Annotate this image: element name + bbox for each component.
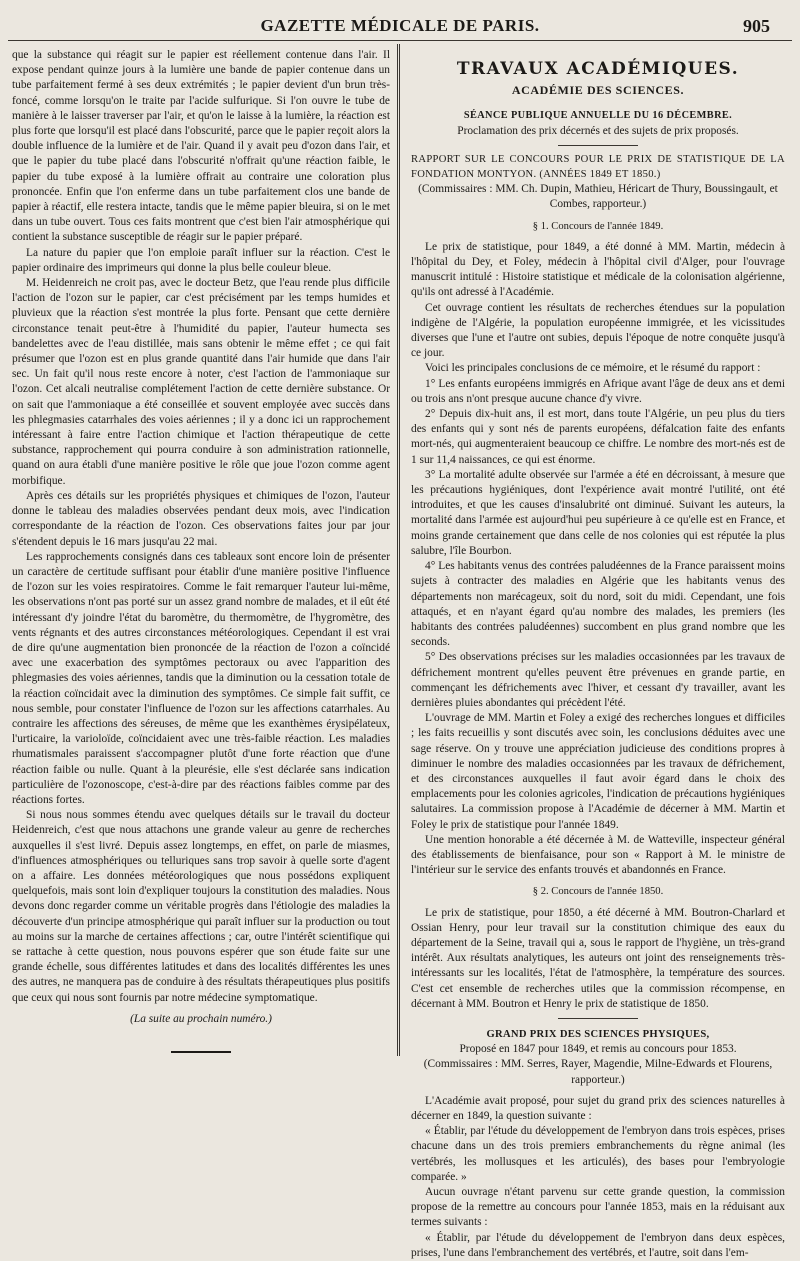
column-divider bbox=[397, 44, 400, 1056]
grand-prix-title: GRAND PRIX DES SCIENCES PHYSIQUES, bbox=[486, 1028, 710, 1040]
paragraph: Voici les principales conclusions de ce mémoire, et le résumé du rapport : bbox=[425, 362, 761, 375]
rapport-title: RAPPORT SUR LE CONCOURS POUR LE PRIX DE STATISTIQUE DE LA FONDATION MONTYON. (ANNÉES 1849 ET 1850.) bbox=[411, 153, 785, 181]
section-title: § 1. Concours de l'année 1849. bbox=[532, 220, 664, 232]
commissaires: (Commissaires : MM. Serres, Rayer, Magendie, Milne-Edwards et Flourens, rapporteur.) bbox=[423, 1058, 773, 1086]
paragraph: 2° Depuis dix-huit ans, il est mort, dans toute l'Algérie, un peu plus du tiers des enfants qui y sont nés de parents européens, défalcation faite des enfants mort-nés, qui augmenteraient beaucoup ce chiffre. Le nombre des mort-nés est de 1 sur 11,4 naissances, ce qui est énorme. bbox=[411, 408, 785, 466]
paragraph: Le prix de statistique, pour 1850, a été décerné à MM. Boutron-Charlard et Ossian Henry, pour leur travail sur la constitution chimique des eaux du département de la Seine, travail qui a, sous le rapport de l'hygiène, un très-grand intérêt. Aux résultats analytiques, les auteurs ont joint des renseignements très-intéressants sur les localités, l'état de l'atmosphère, la température des sources. C'est cet ensemble de recherches utiles que la commission récompense, en décernant à MM. Boutron et Henry le prix de statistique de 1850. bbox=[411, 906, 785, 1010]
end-rule bbox=[171, 1051, 231, 1053]
page-number: 905 bbox=[743, 16, 770, 36]
section-title: § 2. Concours de l'année 1850. bbox=[532, 886, 664, 898]
paragraph: Le prix de statistique, pour 1849, a été donné à MM. Martin, médecin à l'hôpital du Dey, et Foley, médecin à l'hôpital civil d'Alger, pour l'ouvrage manuscrit intitulé : Histoire statistique et médicale de la colonisation algérienne, qu'ils ont adressé à l'Académie. bbox=[411, 240, 785, 299]
commissaires: (Commissaires : MM. Ch. Dupin, Mathieu, Héricart de Thury, Boussingault, et Combes, rapporteur.) bbox=[418, 183, 778, 211]
paragraph: 4° Les habitants venus des contrées paludéennes de la France paraissent moins sujets à contracter des maladies en Algérie que les habitants venus des départements non marécageux, soit du nord, soit du midi. Cependant, une fois attaqués, et en n'ayant égard qu'au nombre des malades, les premiers (les habitants des contrées paludéennes) succombent en plus grand nombre que les seconds. bbox=[411, 560, 785, 649]
paragraph: 1° Les enfants européens immigrés en Afrique avant l'âge de deux ans et demi ou trois ans n'ont presque aucune chance d'y vivre. bbox=[411, 377, 785, 405]
grand-prix-subtitle: Proposé en 1847 pour 1849, et remis au concours pour 1853. bbox=[459, 1043, 737, 1056]
paragraph: La nature du papier que l'on emploie paraît influer sur la réaction. C'est le papier ordinaire des imprimeurs qui donne la plus belle couleur bleue. bbox=[12, 246, 390, 274]
section-subheading: ACADÉMIE DES SCIENCES. bbox=[511, 83, 685, 98]
small-rule bbox=[558, 145, 638, 146]
right-column bbox=[411, 48, 785, 1259]
paragraph: 3° La mortalité adulte observée sur l'armée a été en décroissant, à mesure que les précautions hygiéniques, dont l'expérience avait montré l'utilité, ont été introduites, et que les causes d'insalubrité ont diminué. Suivant les auteurs, la mortalité dans l'armée est aujourd'hui peu supérieure à ce qu'elle est en France, et moins grande certainement que dans celle de nos colonies qui est réputée la plus salubre, l'île Bourbon. bbox=[411, 468, 785, 557]
header-rule bbox=[8, 40, 792, 41]
proclamation: Proclamation des prix décernés et des sujets de prix proposés. bbox=[457, 124, 739, 137]
left-column bbox=[12, 48, 390, 1060]
journal-title: GAZETTE MÉDICALE DE PARIS. bbox=[260, 16, 540, 35]
paragraph: L'ouvrage de MM. Martin et Foley a exigé des recherches longues et difficiles ; les faits recueillis y sont discutés avec soin, les conclusions déduites avec une sage réserve. On y trouve une appréciation judicieuse des conditions propres à diminuer le nombre des maladies occasionnées par les travaux de défrichement, et des circonstances auxquelles il faut avoir égard dans le choix des emplacements pour les colonies agricoles, l'indication de précautions hygiéniques salutaires. La commission propose à l'Académie de décerner à MM. Martin et Foley le prix de statistique pour l'année 1849. bbox=[411, 712, 785, 831]
paragraph: Les rapprochements consignés dans ces tableaux sont encore loin de présenter un caractère de certitude suffisant pour établir d'une manière positive l'influence de l'ozon sur les voies respiratoires. Comme le fait remarquer l'auteur lui-même, les observations n'ont pas porté sur un assez grand nombre de malades, et il eût été intéressant d'y joindre l'état du baromètre, du thermomètre, de l'hygromètre, des vents régnants et des autres circonstances météorologiques. Cependant il est vrai de dire qu'une augmentation bien prononcée de la réaction de l'ozon a coïncidé avec une exacerbation des symptômes pectoraux ou avec l'apparition des phlegmasies des voies aériennes, tandis que la diminution ou la cessation totale de la réaction coïncidait avec la diminution des symptômes. Ce simple fait suffit, ce nous semble, pour constater l'influence de l'ozon sur les affections catarrhales. Au contraire les affections des séreuses, de même que les exanthèmes érysipélateux, l'urticaire, la varioloïde, coïncidaient avec une très-faible réaction. Les maladies rhumatismales paraissent s'accompagner plutôt d'une forte réaction que d'une réaction faible ou nulle. Quant à la pleurésie, elle s'est déclarée sans indication particulière de l'ozonoscope, c'est-à-dire par des réactions faibles comme par des réactions fortes. bbox=[12, 550, 390, 806]
seance-title: SÉANCE PUBLIQUE ANNUELLE DU 16 DÉCEMBRE. bbox=[463, 110, 733, 122]
paragraph: « Établir, par l'étude du développement de l'embryon dans trois espèces, prises chacune dans un des trois premiers embranchements du règne animal (les vertébrés, les mollusques et les articulés), des bases pour l'embryologie comparée. » bbox=[411, 1125, 785, 1183]
paragraph: Si nous nous sommes étendu avec quelques détails sur le travail du docteur Heidenreich, c'est que nous attachons une grande valeur au genre de recherches auxquelles il s'est livré. Depuis assez longtemps, en effet, on parle de miasmes, d'influences atmosphériques ou telluriques sans trop savoir à quelle sorte d'agent on a affaire. Les données météorologiques que nous possédons expliquent quelquefois, mais sont loin d'expliquer toujours la constitution des maladies. Nous devons donc regarder comme un véritable progrès dans l'étiologie des maladies la découverte d'un principe atmosphérique qui paraît influer sur la production ou tout au moins sur la marche de certaines affections ; car, outre l'intérêt scientifique qui se rattache à cette question, nous pouvons espérer que son étude faite sur une grande échelle, sous différentes latitudes et dans des localités différentes les unes des autres, ne manquera pas de conduire à des résultats thérapeutiques plus positifs que ceux qui nous sont fournis par notre médecine symptomatique. bbox=[12, 809, 390, 1004]
paragraph: « Établir, par l'étude du développement de l'embryon dans deux espèces, prises, l'une dans l'embranchement des vertébrés, et l'autre, soit dans l'em- bbox=[411, 1231, 785, 1259]
small-rule bbox=[558, 1018, 638, 1019]
paragraph: que la substance qui réagit sur le papier est réellement contenue dans l'air. Il expose pendant quinze jours à la lumière une bande de papier contenue dans un tube parfaitement fermé à ses deux extrémités ; le papier devient d'un brun très-foncé, comme lorsqu'on le traite par l'acide sulfurique. Si l'on ouvre le tube de manière à le laisser traverser par l'air, et qu'on le laisse à la lumière, la réaction est plus forte que lorsqu'il est placé dans l'obscurité, parce que le papier reçoit alors la double influence de la lumière et de l'air. Quand il y avait peu d'ozon dans l'air, et que le papier du tube placé dans l'obscurité n'offrait qu'une réaction faible, le papier du tube exposé à la lumière offrait au contraire une coloration plus prononcée. Enfin que l'on enferme dans un tube parfaitement clos une bande de papier à réactif, elle restera intacte, tandis que le même papier bleuira, si on le met dans un tube ouvert. Tous ces faits montrent que c'est bien l'air atmosphérique qui contient la substance susceptible de réagir sur le papier préparé. bbox=[12, 49, 390, 244]
paragraph: 5° Des observations précises sur les maladies occasionnées par les travaux de défrichement montrent qu'elles peuvent être prévenues en grande partie, en commençant les défrichements avec l'hiver, et cessant d'y travailler, avant les dernières pluies abondantes qui précèdent l'été. bbox=[411, 651, 785, 709]
section-heading: TRAVAUX ACADÉMIQUES. bbox=[456, 59, 740, 79]
paragraph: Après ces détails sur les propriétés physiques et chimiques de l'ozon, l'auteur donne le tableau des maladies observées pendant deux mois, avec l'indication correspondante de la réaction de l'ozon. Ces observations faites jour par jour s'étendent depuis le 16 mars jusqu'au 22 mai. bbox=[12, 489, 390, 548]
paragraph: Cet ouvrage contient les résultats de recherches étendues sur la population indigène de l'Algérie, la population européenne immigrée, et les vicissitudes diverses que l'une et l'autre ont subies, depuis l'époque de notre conquête jusqu'à ce jour. bbox=[411, 301, 785, 360]
paragraph: Aucun ouvrage n'étant parvenu sur cette grande question, la commission propose de la remettre au concours pour l'année 1853, mais en la réduisant aux termes suivants : bbox=[411, 1186, 785, 1229]
paragraph: L'Académie avait proposé, pour sujet du grand prix des sciences naturelles à décerner en 1849, la question suivante : bbox=[411, 1094, 785, 1122]
paragraph: M. Heidenreich ne croit pas, avec le docteur Betz, que l'eau rende plus difficile l'action de l'ozon sur le papier, car c'est précisément par les temps humides et pluvieux que la réaction s'est montrée la plus forte. Pensant que cette dernière circonstance tenait peut-être à l'humidité du papier, l'auteur humecta ses bandelettes avec de l'eau distillée, mais sans obtenir le même effet ; ce qui fait présumer que l'ozon est en plus grande quantité dans l'air humide que dans l'air sec. Un fait qu'il nous reste encore à noter, c'est l'action de l'ammoniaque sur l'ozon. Cet alcali neutralise complétement l'action de cette dernière substance. Or on sait que l'ammoniaque a été conseillée et souvent employée avec succès dans les phlegmasies catarrhales des voies aériennes ; il y a donc ici un rapprochement intéressant à faire entre l'action chimique et l'action thérapeutique de cette substance, rapprochement qui pourra conduire à son administration rationnelle, quand on aura établi d'une manière positive le rôle que joue l'ozon comme agent morbifique. bbox=[12, 277, 390, 487]
paragraph: Une mention honorable a été décernée à M. de Watteville, inspecteur général des établissements de bienfaisance, pour son « Rapport à M. le ministre de l'intérieur sur le service des enfants trouvés et abandonnés en France. bbox=[411, 833, 785, 877]
continuation-note: (La suite au prochain numéro.) bbox=[130, 1012, 272, 1025]
